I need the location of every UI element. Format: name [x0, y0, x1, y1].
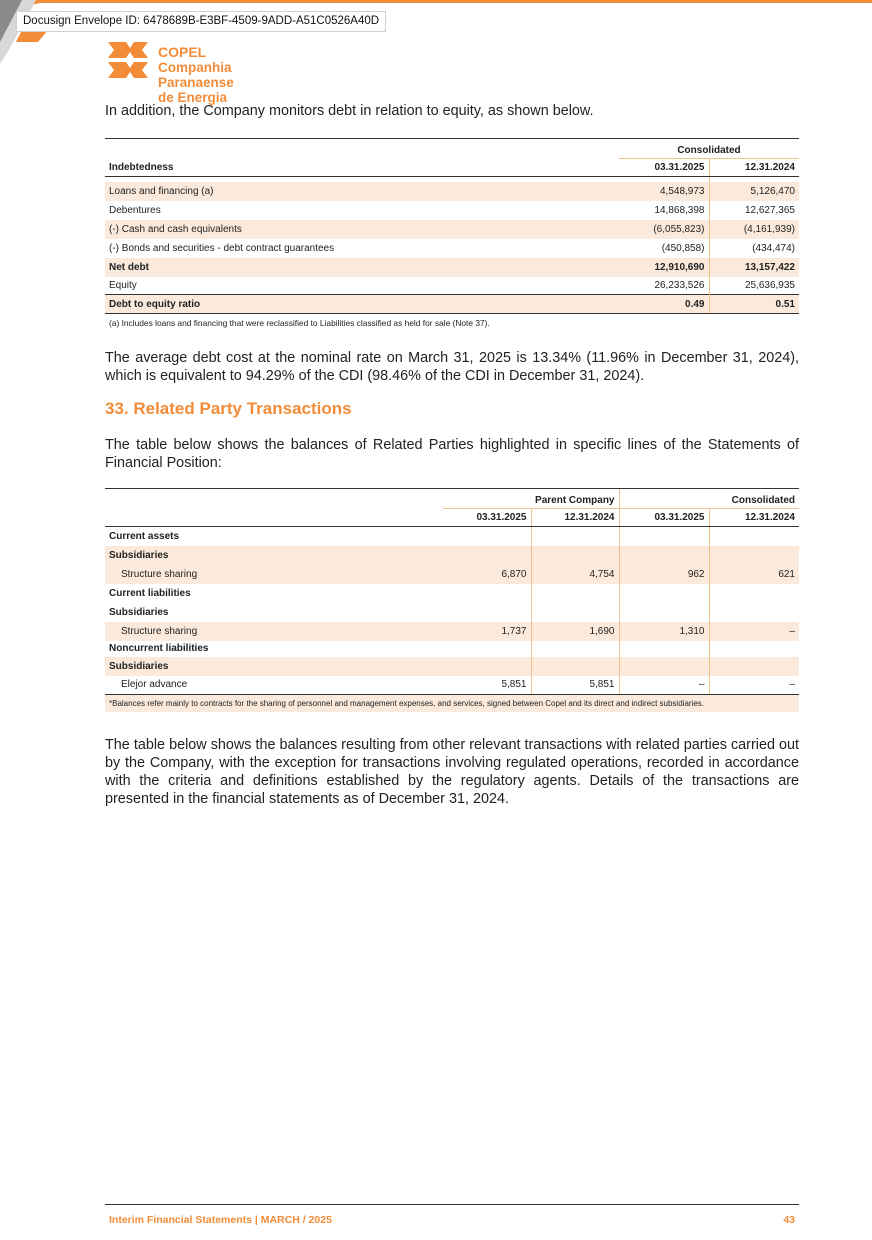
row-value [531, 584, 619, 603]
row-label: Subsidiaries [109, 606, 169, 618]
average-debt-cost-paragraph: The average debt cost at the nominal rate on March 31, 2025 is 13.34% (11.96% in December 31, 2024), which is equivalent to 94.29% of the CDI (98.46% of the CDI in December 31, 2024). [105, 350, 799, 384]
row-value [709, 527, 799, 546]
row-label: Debentures [109, 204, 161, 216]
row-value: 5,851 [531, 676, 619, 695]
row-value [619, 546, 709, 565]
row-value [619, 584, 709, 603]
row-label: (-) Cash and cash equivalents [105, 220, 619, 239]
row-value: 621 [709, 565, 799, 584]
row-label: Noncurrent liabilities [109, 643, 209, 654]
row-value [709, 641, 799, 657]
col-header: 03.31.2025 [619, 509, 709, 527]
row-value [443, 641, 531, 657]
table-row [105, 565, 799, 584]
row-value [709, 657, 799, 676]
row-value [443, 546, 531, 565]
consolidated-group-header: Consolidated [619, 489, 799, 509]
table-row [105, 546, 799, 565]
row-value: 962 [619, 565, 709, 584]
row-label: Structure sharing [105, 565, 443, 584]
intro-paragraph: In addition, the Company monitors debt in relation to equity, as shown below. [105, 103, 594, 119]
table-row [105, 295, 799, 314]
logo-subtitle: Companhia Paranaense de Energia [158, 60, 234, 105]
row-value: 6,870 [443, 565, 531, 584]
row-value [709, 603, 799, 622]
row-value [531, 603, 619, 622]
row-value-2024: 0.51 [709, 295, 799, 314]
parent-company-group-header: Parent Company [443, 489, 619, 509]
row-value: 4,754 [531, 565, 619, 584]
row-label: Loans and financing (a) [105, 182, 619, 201]
table-row [105, 239, 799, 258]
row-value-2025: 26,233,526 [654, 279, 705, 291]
row-label: Debt to equity ratio [105, 295, 619, 314]
related-parties-intro: The table below shows the balances of Related Parties highlighted in specific lines of the Statements of Financial Position: [105, 437, 799, 471]
indebtedness-header: Indebtedness [105, 159, 619, 177]
table-footnote: *Balances refer mainly to contracts for the sharing of personnel and management expenses, and services, signed between Copel and its direct and indirect subsidiaries. [105, 695, 799, 712]
table-row [105, 220, 799, 239]
row-label: Subsidiaries [105, 546, 443, 565]
row-value [619, 603, 709, 622]
row-value [619, 527, 709, 546]
table-row [105, 277, 799, 295]
logo-name: COPEL [158, 44, 207, 60]
row-value-2024: 13,157,422 [709, 258, 799, 277]
table-row [105, 584, 799, 603]
row-label: Equity [109, 279, 137, 291]
row-value-2025: (450,858) [661, 242, 705, 254]
footer-divider [105, 1204, 799, 1205]
row-value-2025: (6,055,823) [619, 220, 709, 239]
row-value [443, 527, 531, 546]
row-value-2024: 12,627,365 [709, 201, 799, 220]
section-title: 33. Related Party Transactions [105, 399, 352, 418]
table-row [105, 641, 799, 657]
row-value [443, 603, 531, 622]
consolidated-group-header: Consolidated [619, 139, 799, 159]
row-label: Current assets [109, 530, 180, 542]
row-label: Current liabilities [109, 587, 191, 599]
row-value [531, 657, 619, 676]
row-value [619, 657, 709, 676]
col-header-12-31-2024: 12.31.2024 [709, 159, 799, 177]
table-row [105, 182, 799, 201]
row-label: (-) Bonds and securities - debt contract guarantees [109, 242, 335, 254]
row-value-2024: 5,126,470 [709, 182, 799, 201]
row-value: 1,310 [619, 622, 709, 641]
row-label: Structure sharing [105, 622, 443, 641]
row-value: 5,851 [443, 676, 531, 695]
table-row [105, 603, 799, 622]
docusign-envelope-id: Docusign Envelope ID: 6478689B-E3BF-4509-9ADD-A51C0526A40D [16, 11, 386, 32]
row-value [531, 527, 619, 546]
table-row [105, 201, 799, 220]
row-value: – [709, 676, 799, 695]
row-value [619, 641, 709, 657]
row-value-2025: 4,548,973 [619, 182, 709, 201]
table-footnote: (a) Includes loans and financing that were reclassified to Liabilities classified as held for sale (Note 37). [109, 317, 490, 328]
copel-logo-icon [106, 40, 150, 82]
col-header-03-31-2025: 03.31.2025 [619, 159, 709, 177]
row-label: Net debt [105, 258, 619, 277]
row-label: Subsidiaries [105, 657, 443, 676]
row-label: Elejor advance [105, 676, 443, 695]
row-value-2025: 12,910,690 [619, 258, 709, 277]
related-parties-table [105, 488, 799, 712]
row-value [531, 641, 619, 657]
row-value-2025: 0.49 [619, 295, 709, 314]
row-value: 1,690 [531, 622, 619, 641]
row-value [709, 546, 799, 565]
row-value [709, 584, 799, 603]
closing-paragraph: The table below shows the balances resulting from other relevant transactions with related parties carried out by the Company, with the exception for transactions involving regulated operations, recorded in accordance with the criteria and definitions established by the regulatory agents. Details of the transactions are presented in the financial statements as of December 31, 2024. [105, 737, 799, 807]
indebtedness-table [105, 138, 799, 332]
row-value: – [709, 622, 799, 641]
row-value: – [619, 676, 709, 695]
footer-title: Interim Financial Statements | MARCH / 2025 [109, 1214, 332, 1226]
row-value: 1,737 [443, 622, 531, 641]
row-value-2024: (4,161,939) [709, 220, 799, 239]
row-value-2024: 25,636,935 [709, 277, 799, 295]
col-header: 12.31.2024 [709, 509, 799, 527]
row-value [531, 546, 619, 565]
row-value-2025: 14,868,398 [654, 204, 705, 216]
table-row [105, 622, 799, 641]
col-header: 12.31.2024 [531, 509, 619, 527]
col-header: 03.31.2025 [443, 509, 531, 527]
row-value-2024: (434,474) [709, 239, 799, 258]
table-row [105, 657, 799, 676]
table-row [105, 676, 799, 695]
table-row [105, 258, 799, 277]
row-value [443, 657, 531, 676]
page-number: 43 [783, 1214, 795, 1226]
row-value [443, 584, 531, 603]
table-row [105, 527, 799, 546]
